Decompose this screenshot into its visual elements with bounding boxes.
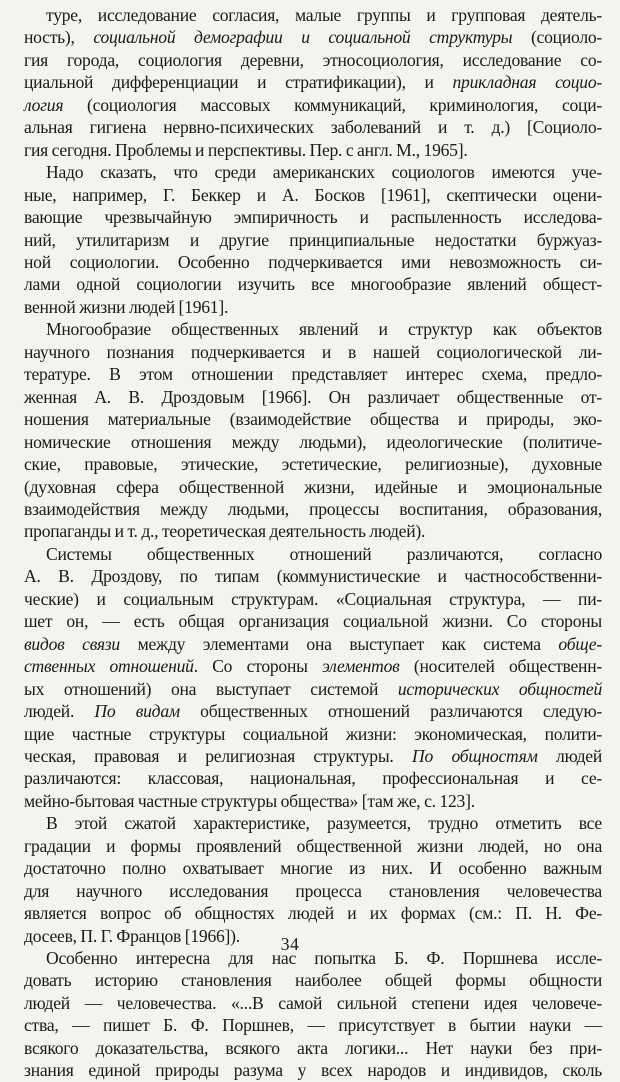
- paragraph: [24, 947, 602, 1082]
- text-run: А. В. Дроздову, по типам (коммунистические и частнособственни-: [24, 566, 602, 587]
- text-line: [24, 251, 602, 273]
- italic-text: обще-: [558, 633, 602, 654]
- italic-text: исторических общностей: [397, 678, 602, 699]
- text-run: всякого доказательства, всякого акта логики... Нет науки без при-: [24, 1037, 602, 1058]
- text-run: довать историю становления наиболее общей формы общности: [24, 970, 602, 991]
- text-run: Системы общественных отношений различаются, согласно: [46, 543, 602, 564]
- text-run: достаточно полно охватывает многие из них. И особенно важным: [24, 858, 602, 879]
- text-run: туре, исследование согласия, малые группы и групповая деятель-: [46, 5, 602, 25]
- text-run: ные, например, Г. Беккер и А. Босков [1961], скептически оцени-: [24, 184, 602, 205]
- text-run: ства, — пишет Б. Ф. Поршнев, — присутствует в бытии науки —: [24, 1015, 602, 1036]
- text-line: [24, 206, 602, 228]
- paragraph: [24, 543, 602, 812]
- text-run: ческие) и социальным структурам. «Социальная структура, — пи-: [24, 588, 602, 609]
- text-run: является вопрос об общностях людей и их формах (см.: П. Н. Фе-: [24, 903, 602, 924]
- text-line: [24, 139, 602, 161]
- text-line: [24, 723, 602, 745]
- text-run: градации и формы проявлений общественной жизни людей, но она: [24, 835, 602, 856]
- text-run: ых отношений) она выступает системой: [24, 678, 398, 699]
- text-run: (носителей общественн-: [399, 656, 602, 677]
- text-line: [24, 992, 602, 1014]
- text-line: [24, 588, 602, 610]
- text-line: [24, 969, 602, 991]
- text-run: В этой сжатой характеристике, разумеется, трудно отметить все: [46, 813, 602, 834]
- italic-text: элементов: [322, 656, 400, 677]
- text-run: людей — человечества. «...В самой сильной степени идея человече-: [24, 992, 602, 1013]
- text-line: [24, 745, 602, 767]
- text-run: (социоло-: [512, 27, 602, 48]
- text-run: ний, утилитаризм и другие принципиальные недостатки буржуаз-: [24, 229, 602, 250]
- text-line: [24, 296, 602, 318]
- text-line: [24, 386, 602, 408]
- text-run: . Со стороны: [193, 656, 323, 677]
- text-line: [24, 341, 602, 363]
- text-line: [24, 1014, 602, 1036]
- text-run: людей.: [24, 701, 95, 722]
- text-run: (социология массовых коммуникаций, криминология, соци-: [63, 94, 602, 115]
- text-line: [24, 431, 602, 453]
- text-line: [24, 520, 602, 542]
- text-line: [24, 700, 602, 722]
- italic-text: По видам: [94, 701, 180, 722]
- text-line: [24, 812, 602, 834]
- text-line: [24, 363, 602, 385]
- paragraph: [24, 4, 602, 161]
- italic-text: социальной демографии и социальной структуры: [93, 27, 513, 48]
- paragraph: [24, 318, 602, 543]
- text-run: женная А. В. Дроздовым [1966]. Он различает общественные от-: [24, 386, 602, 407]
- text-line: [24, 116, 602, 138]
- text-line: [24, 902, 602, 924]
- text-run: ские, правовые, этические, эстетические, религиозные), духовные: [24, 454, 602, 475]
- text-line: [24, 543, 602, 565]
- text-run: вающие чрезвычайную эмпиричность и распыленность исследова-: [24, 207, 602, 228]
- text-line: [24, 318, 602, 340]
- text-run: ной социологии. Особенно подчеркивается ими невозможность си-: [24, 251, 602, 272]
- text-line: [24, 857, 602, 879]
- text-line: [24, 880, 602, 902]
- text-run: щие частные структуры социальной жизни: экономическая, полити-: [24, 723, 602, 744]
- text-line: [24, 790, 602, 812]
- text-run: гия города, социология деревни, этносоциология, исследование со-: [24, 49, 602, 70]
- text-line: [24, 1059, 602, 1081]
- text-line: [24, 678, 602, 700]
- text-line: [24, 49, 602, 71]
- text-line: [24, 655, 602, 677]
- text-line: [24, 453, 602, 475]
- text-run: мейно-бытовая частные структуры общества» [там же, с. 123].: [24, 790, 475, 811]
- text-line: [24, 633, 602, 655]
- text-line: [24, 835, 602, 857]
- paragraph: [24, 161, 602, 318]
- text-line: [24, 229, 602, 251]
- text-run: общественных отношений различаются следую-: [179, 701, 602, 722]
- italic-text: логия: [24, 94, 64, 115]
- text-run: шет он, — есть общая организация социальной жизни. Со стороны: [24, 611, 602, 632]
- text-line: [24, 565, 602, 587]
- text-line: [24, 498, 602, 520]
- text-line: [24, 4, 602, 26]
- text-line: [24, 408, 602, 430]
- text-run: ношения материальные (взаимодействие общества и природы, эко-: [24, 409, 602, 430]
- text-run: (духовная сфера общественной жизни, идейные и эмоциональные: [24, 476, 602, 497]
- italic-text: По общностям: [412, 745, 538, 766]
- text-run: Надо сказать, что среди американских социологов имеются уче-: [46, 162, 602, 183]
- paragraph: [24, 812, 602, 947]
- text-run: Многообразие общественных явлений и структур как объектов: [46, 319, 602, 340]
- text-run: досеев, П. Г. Францов [1966]).: [24, 925, 240, 946]
- text-line: [24, 476, 602, 498]
- text-run: ческая, правовая и религиозная структуры.: [24, 745, 413, 766]
- text-run: гия сегодня. Проблемы и перспективы. Пер. с англ. М., 1965].: [24, 139, 468, 160]
- text-line: [24, 161, 602, 183]
- text-run: знания единой природы разума у всех народов и индивидов, сколь: [24, 1060, 602, 1081]
- text-line: [24, 1037, 602, 1059]
- text-run: Особенно интересна для нас попытка Б. Ф. Поршнева иссле-: [46, 948, 602, 969]
- italic-text: видов связи: [24, 633, 120, 654]
- text-run: для научного исследования процесса становления человечества: [24, 880, 602, 901]
- text-line: [24, 26, 602, 48]
- page-number: 34: [280, 934, 300, 954]
- italic-text: ственных отношений: [24, 656, 194, 677]
- text-line: [24, 71, 602, 93]
- text-line: [24, 610, 602, 632]
- text-run: различаются: классовая, национальная, профессиональная и се-: [24, 768, 602, 789]
- text-run: номические отношения между людьми), идеологические (политиче-: [24, 431, 602, 452]
- text-line: [24, 94, 602, 116]
- text-run: людей: [537, 745, 602, 766]
- text-run: лами одной социологии изучить все многообразие явлений общест-: [24, 274, 602, 295]
- text-line: [24, 184, 602, 206]
- text-line: [24, 767, 602, 789]
- text-run: научного познания подчеркивается и в нашей социологической ли-: [24, 341, 602, 362]
- text-line: [24, 273, 602, 295]
- text-run: циальной дифференциации и стратификации), и: [24, 72, 453, 93]
- text-run: тературе. В этом отношении представляет интерес схема, предло-: [24, 364, 602, 385]
- text-run: ность),: [24, 27, 94, 48]
- italic-text: прикладная социо-: [452, 72, 602, 93]
- body-text: [24, 4, 602, 1082]
- text-run: пропаганды и т. д., теоретическая деятельность людей).: [24, 521, 426, 542]
- text-run: между элементами она выступает как система: [119, 633, 559, 654]
- text-run: венной жизни людей [1961].: [24, 296, 229, 317]
- text-run: взаимодействия между людьми, процессы воспитания, образования,: [24, 498, 602, 519]
- text-run: альная гигиена нервно-психических заболеваний и т. д.) [Социоло-: [24, 117, 602, 138]
